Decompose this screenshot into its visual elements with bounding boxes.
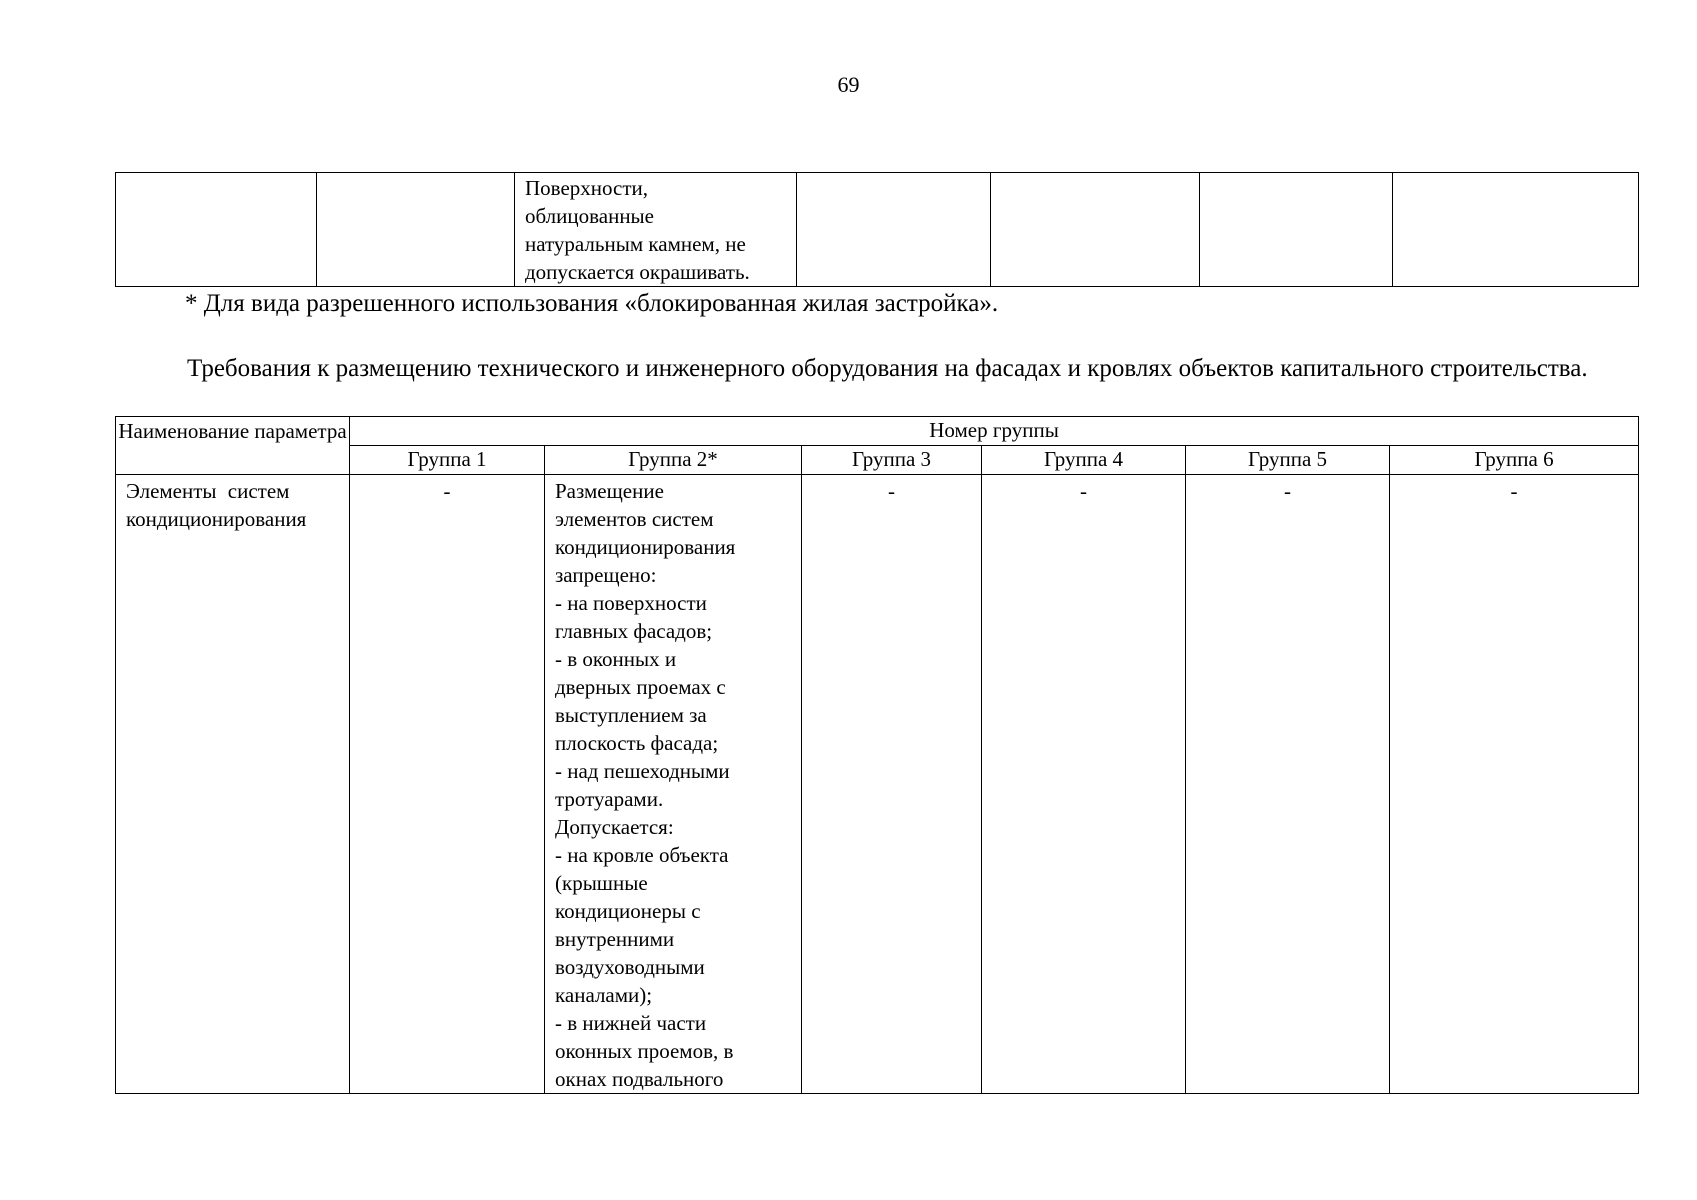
group-5-header: Группа 5 (1186, 446, 1390, 475)
group-4-cell: - (982, 475, 1186, 1094)
group-3-header: Группа 3 (802, 446, 982, 475)
table-cell (317, 173, 515, 287)
cell-text-line: окнах подвального (555, 1067, 724, 1091)
table-cell (991, 173, 1200, 287)
cell-text-line: - на кровле объекта (555, 843, 729, 867)
table-cell (116, 173, 317, 287)
cell-text-line: Поверхности, (525, 176, 649, 200)
cell-text-line: кондиционеры с (555, 899, 701, 923)
group-6-cell: - (1390, 475, 1639, 1094)
cell-text-line: оконных проемов, в (555, 1039, 734, 1063)
cell-text-line: каналами); (555, 983, 653, 1007)
cell-text-line: натуральным камнем, не (525, 232, 746, 256)
cell-text-line: выступлением за (555, 703, 707, 727)
page-number: 69 (837, 72, 860, 97)
group-1-cell: - (350, 475, 545, 1094)
group-3-cell: - (802, 475, 982, 1094)
cell-text-line: воздуховодными (555, 955, 705, 979)
cell-text-line: плоскость фасада; (555, 731, 719, 755)
table-row (116, 475, 1639, 1094)
table-cell (797, 173, 991, 287)
table-cell (1200, 173, 1393, 287)
cell-text-line: Элементы систем (126, 479, 290, 503)
cell-text-line: кондиционирования (555, 535, 736, 559)
group-number-header: Номер группы (350, 417, 1639, 446)
cell-text-line: запрещено: (555, 563, 657, 587)
cell-text-line: допускается окрашивать. (525, 260, 750, 284)
param-name-header: Наименование параметра (116, 417, 350, 475)
cell-text-line: главных фасадов; (555, 619, 713, 643)
table-header-row (116, 417, 1639, 446)
group-2-header: Группа 2* (545, 446, 802, 475)
continuation-table (115, 172, 1639, 287)
cell-text-line: облицованные (525, 204, 654, 228)
group-1-header: Группа 1 (350, 446, 545, 475)
table-row (116, 173, 1639, 287)
table-cell-continuation-text (515, 173, 797, 287)
group-2-cell (545, 475, 802, 1094)
param-name-cell (116, 475, 350, 1094)
cell-text-line: Допускается: (555, 815, 674, 839)
section-intro-paragraph: Требования к размещению технического и инженерного оборудования на фасадах и кровлях объектов капитального строительства. (187, 355, 1588, 382)
cell-text-line: элементов систем (555, 507, 714, 531)
footnote: * Для вида разрешенного использования «блокированная жилая застройка». (185, 290, 999, 317)
cell-text-line: кондиционирования (126, 507, 307, 531)
cell-text-line: внутренними (555, 927, 675, 951)
requirements-table (115, 416, 1639, 1094)
cell-text-line: (крышные (555, 871, 648, 895)
cell-text-line: - в нижней части (555, 1011, 707, 1035)
cell-text-line: Размещение (555, 479, 664, 503)
group-4-header: Группа 4 (982, 446, 1186, 475)
cell-text-line: - над пешеходными (555, 759, 730, 783)
group-5-cell: - (1186, 475, 1390, 1094)
table-cell (1393, 173, 1639, 287)
cell-text-line: дверных проемах с (555, 675, 726, 699)
group-6-header: Группа 6 (1390, 446, 1639, 475)
cell-text-line: - на поверхности (555, 591, 707, 615)
cell-text-line: тротуарами. (555, 787, 664, 811)
cell-text-line: - в оконных и (555, 647, 677, 671)
